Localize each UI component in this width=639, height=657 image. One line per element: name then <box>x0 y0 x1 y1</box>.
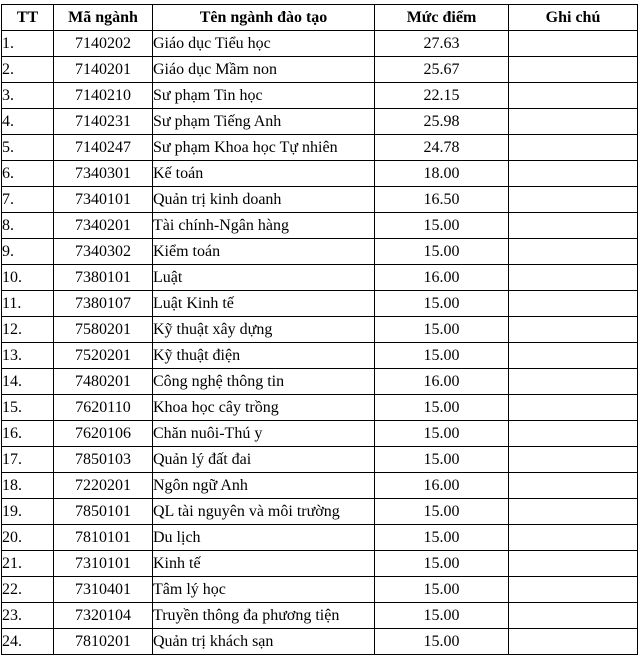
cell-score: 15.00 <box>375 421 509 447</box>
cell-score: 15.00 <box>375 343 509 369</box>
cell-tt: 12. <box>2 317 54 343</box>
table-row <box>2 109 638 135</box>
cell-major-name: Kỹ thuật điện <box>153 343 375 369</box>
cell-note <box>509 239 638 265</box>
cell-major-code: 7380107 <box>54 291 153 317</box>
cell-tt: 1. <box>2 31 54 57</box>
cell-note <box>509 577 638 603</box>
cell-tt: 6. <box>2 161 54 187</box>
cell-major-name: Tài chính-Ngân hàng <box>153 213 375 239</box>
cell-note <box>509 57 638 83</box>
cell-tt: 14. <box>2 369 54 395</box>
header-major-code: Mã ngành <box>54 5 153 31</box>
cell-major-name: Tâm lý học <box>153 577 375 603</box>
table-row <box>2 187 638 213</box>
cell-score: 27.63 <box>375 31 509 57</box>
table-row <box>2 265 638 291</box>
table-row <box>2 161 638 187</box>
header-note: Ghi chú <box>509 5 638 31</box>
cell-major-name: Quản trị khách sạn <box>153 629 375 655</box>
cell-note <box>509 161 638 187</box>
cell-major-code: 7310401 <box>54 577 153 603</box>
cell-major-code: 7520201 <box>54 343 153 369</box>
cell-tt: 10. <box>2 265 54 291</box>
cell-score: 18.00 <box>375 161 509 187</box>
cell-note <box>509 629 638 655</box>
cell-major-code: 7140247 <box>54 135 153 161</box>
cell-major-code: 7340301 <box>54 161 153 187</box>
header-major-name: Tên ngành đào tạo <box>153 5 375 31</box>
cell-major-code: 7380101 <box>54 265 153 291</box>
cell-major-name: QL tài nguyên và môi trường <box>153 499 375 525</box>
cell-major-code: 7140202 <box>54 31 153 57</box>
cell-score: 15.00 <box>375 577 509 603</box>
cell-score: 15.00 <box>375 525 509 551</box>
cell-tt: 9. <box>2 239 54 265</box>
cell-note <box>509 421 638 447</box>
cell-score: 15.00 <box>375 447 509 473</box>
cell-note <box>509 213 638 239</box>
cell-tt: 13. <box>2 343 54 369</box>
table-row <box>2 629 638 655</box>
cell-score: 16.50 <box>375 187 509 213</box>
cell-score: 16.00 <box>375 473 509 499</box>
cell-major-name: Truyền thông đa phương tiện <box>153 603 375 629</box>
cell-tt: 2. <box>2 57 54 83</box>
cell-major-name: Quản trị kinh doanh <box>153 187 375 213</box>
header-score: Mức điểm <box>375 5 509 31</box>
cell-score: 15.00 <box>375 213 509 239</box>
table-row <box>2 83 638 109</box>
cell-score: 15.00 <box>375 395 509 421</box>
cell-major-code: 7850101 <box>54 499 153 525</box>
cell-note <box>509 135 638 161</box>
table-row <box>2 57 638 83</box>
cell-major-code: 7140210 <box>54 83 153 109</box>
document-page <box>0 4 639 655</box>
cell-tt: 19. <box>2 499 54 525</box>
cell-note <box>509 369 638 395</box>
table-row <box>2 291 638 317</box>
cell-major-name: Du lịch <box>153 525 375 551</box>
table-row <box>2 421 638 447</box>
cell-score: 22.15 <box>375 83 509 109</box>
cell-major-name: Kỹ thuật xây dựng <box>153 317 375 343</box>
cell-tt: 21. <box>2 551 54 577</box>
cell-major-name: Kế toán <box>153 161 375 187</box>
table-row <box>2 343 638 369</box>
cell-tt: 8. <box>2 213 54 239</box>
cell-score: 25.67 <box>375 57 509 83</box>
table-row <box>2 473 638 499</box>
table-header-row <box>2 5 638 31</box>
cell-tt: 24. <box>2 629 54 655</box>
header-tt: TT <box>2 5 54 31</box>
cell-tt: 18. <box>2 473 54 499</box>
cell-note <box>509 473 638 499</box>
cell-major-code: 7320104 <box>54 603 153 629</box>
table-row <box>2 31 638 57</box>
cell-major-code: 7340302 <box>54 239 153 265</box>
table-row <box>2 395 638 421</box>
cell-note <box>509 31 638 57</box>
cell-note <box>509 603 638 629</box>
table-row <box>2 603 638 629</box>
cell-major-name: Ngôn ngữ Anh <box>153 473 375 499</box>
cell-major-code: 7580201 <box>54 317 153 343</box>
cell-note <box>509 317 638 343</box>
cell-major-code: 7220201 <box>54 473 153 499</box>
cell-note <box>509 343 638 369</box>
cell-score: 15.00 <box>375 317 509 343</box>
cell-major-code: 7810201 <box>54 629 153 655</box>
cell-major-code: 7340201 <box>54 213 153 239</box>
cell-score: 16.00 <box>375 369 509 395</box>
table-body <box>2 31 638 655</box>
admission-score-table <box>1 4 638 655</box>
cell-major-name: Giáo dục Tiểu học <box>153 31 375 57</box>
cell-note <box>509 291 638 317</box>
table-row <box>2 447 638 473</box>
cell-major-name: Sư phạm Khoa học Tự nhiên <box>153 135 375 161</box>
cell-note <box>509 395 638 421</box>
cell-tt: 20. <box>2 525 54 551</box>
cell-tt: 16. <box>2 421 54 447</box>
cell-major-code: 7810101 <box>54 525 153 551</box>
cell-major-name: Luật Kinh tế <box>153 291 375 317</box>
cell-major-code: 7140201 <box>54 57 153 83</box>
cell-score: 15.00 <box>375 239 509 265</box>
cell-major-name: Giáo dục Mầm non <box>153 57 375 83</box>
cell-tt: 4. <box>2 109 54 135</box>
table-row <box>2 551 638 577</box>
cell-major-code: 7850103 <box>54 447 153 473</box>
cell-tt: 7. <box>2 187 54 213</box>
cell-tt: 3. <box>2 83 54 109</box>
cell-major-code: 7480201 <box>54 369 153 395</box>
cell-note <box>509 447 638 473</box>
cell-note <box>509 265 638 291</box>
cell-score: 25.98 <box>375 109 509 135</box>
cell-major-code: 7340101 <box>54 187 153 213</box>
cell-tt: 22. <box>2 577 54 603</box>
cell-note <box>509 109 638 135</box>
cell-note <box>509 83 638 109</box>
cell-note <box>509 187 638 213</box>
cell-major-code: 7620106 <box>54 421 153 447</box>
cell-tt: 5. <box>2 135 54 161</box>
cell-score: 15.00 <box>375 603 509 629</box>
cell-major-name: Kiểm toán <box>153 239 375 265</box>
cell-note <box>509 551 638 577</box>
cell-major-name: Sư phạm Tiếng Anh <box>153 109 375 135</box>
table-row <box>2 213 638 239</box>
table-row <box>2 317 638 343</box>
cell-tt: 17. <box>2 447 54 473</box>
table-row <box>2 135 638 161</box>
table-row <box>2 525 638 551</box>
table-row <box>2 499 638 525</box>
cell-major-code: 7620110 <box>54 395 153 421</box>
cell-major-name: Luật <box>153 265 375 291</box>
cell-score: 15.00 <box>375 629 509 655</box>
table-row <box>2 369 638 395</box>
cell-score: 15.00 <box>375 499 509 525</box>
cell-major-name: Chăn nuôi-Thú y <box>153 421 375 447</box>
cell-tt: 23. <box>2 603 54 629</box>
cell-score: 15.00 <box>375 291 509 317</box>
cell-major-name: Khoa học cây trồng <box>153 395 375 421</box>
table-row <box>2 577 638 603</box>
cell-major-name: Sư phạm Tin học <box>153 83 375 109</box>
cell-tt: 11. <box>2 291 54 317</box>
cell-major-code: 7310101 <box>54 551 153 577</box>
cell-score: 24.78 <box>375 135 509 161</box>
cell-major-name: Công nghệ thông tin <box>153 369 375 395</box>
cell-major-name: Quản lý đất đai <box>153 447 375 473</box>
cell-major-name: Kinh tế <box>153 551 375 577</box>
table-row <box>2 239 638 265</box>
cell-score: 15.00 <box>375 551 509 577</box>
cell-tt: 15. <box>2 395 54 421</box>
cell-note <box>509 525 638 551</box>
cell-major-code: 7140231 <box>54 109 153 135</box>
cell-score: 16.00 <box>375 265 509 291</box>
cell-note <box>509 499 638 525</box>
